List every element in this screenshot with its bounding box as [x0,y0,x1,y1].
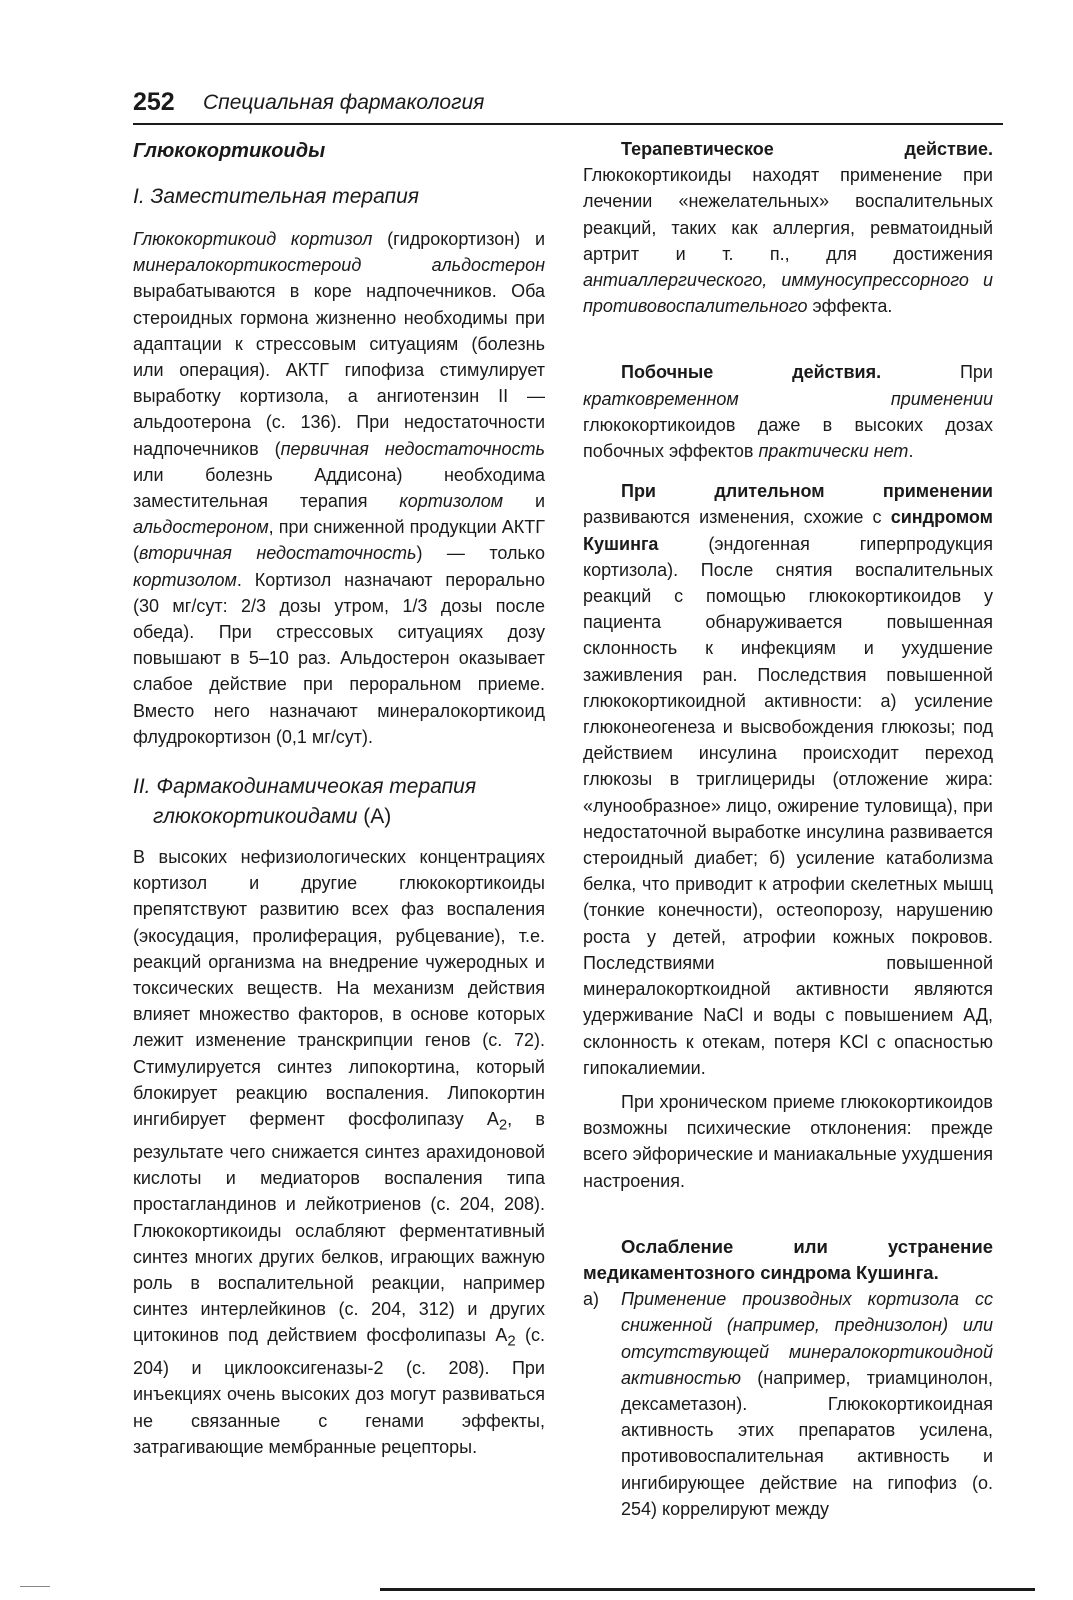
text-span: Глюкокортикоид кортизол [133,229,373,249]
section-title: Глюкокортикоиды [133,140,326,162]
spacer [583,319,993,359]
right-column [583,136,993,1522]
subscript: 2 [507,1332,516,1350]
paragraph-chronic-use: При хроническом приеме глюкокортикоидов возможны психические отклонения: прежде всего эйфорические и маниакальные ухудшения настроения. [583,1091,993,1191]
text-span: кратковременном применении [583,388,993,409]
list-marker: а) [583,1289,600,1310]
text-span: В высоких нефизиологических концентрациях кортизол и другие глюкокортикоиды препятствуют развитию всех фаз воспаления (экосудация, пролиферация, рубцевание), т.е. реакций организма на внедрение чужеродных и токсических веществ. На механизм действия влияет множество факторов, в основе которых лежит изменение транскрипции генов (с. 72). Стимулируется синтез липокортина, который блокирует реакцию воспаления. Липокортин ингибирует фермент фосфолипазу A [133,847,545,1130]
text-span: кортизолом [133,569,237,590]
text-span: вырабатываются в коре надпочечников. Оба стероидных гормона жизненно необходимы при адаптации к стрессовым ситуациям (болезнь или операция). АКТГ гипофиза стимулирует выработку кортизола, а ангиотензин II — альдоотерона (с. 136). При недостаточности надпочечников ( [133,281,545,459]
subscript: 2 [498,1116,508,1134]
text-span: альдостероном [133,517,269,538]
text-span: (А) [357,805,392,829]
subsection-line1: Фармакодинамичеокая терапия [156,775,477,799]
subsection-line2 [133,802,545,832]
paragraph-long-term-use [583,478,993,1081]
paragraph-pharmacodynamic [133,844,545,1460]
text-span: . [908,441,914,462]
text-span: кортизолом [399,491,504,512]
text-span: (эндогенная гиперпродукция кортизола). После снятия воспалительных реакций с помощью глюкокортикоидов у пациента обнаруживается повышенная склонность к инфекциям и ухудшение заживления ран. Последствия повышенной глюкокортикоидной активности: а) усиление глюконеогенеза и высвобождения глюкозы; под действием инсулина происходит переход глюкозы в триглицериды (отложение жира: «лунообразное» лицо, ожирение туловища), при недостаточной выработке инсулина развивается стероидный диабет; б) усиление катаболизма белка, что приводит к атрофии скелетных мышц (тонкие конечности), остеопорозу, нарушению роста у детей, атрофии кожных покровов. Последствиями повышенной минералокорткоидной активности являются удерживание NaCl и воды с повышением АД, склонность к отекам, потеря KCl с опасностью гипокалиемии. [583,533,993,1078]
text-span: , при сниженной продукции АКТГ ( [133,517,545,564]
text-span: глюкокортикоидов даже в высоких дозах побочных эффектов [583,414,993,462]
text-span: (гидрокортизон) и [372,229,545,249]
scan-mark [20,1586,50,1587]
text-span: или болезнь Аддисона) необходима заместительная терапия [133,464,545,512]
paragraph-side-effects [583,359,993,464]
paragraph-heading: При длительном применении [621,481,993,502]
text-span: ) — только [416,543,546,564]
text-span: . Кортизол назначают перорально (30 мг/сут: 2/3 дозы утром, 1/3 дозы после обеда). При стрессовых ситуациях дозу повышают в 5–10 раз. Альдостерон оказывает слабое действие при пероральном приеме. Вместо него назначают минералокортикоид флудрокортизон (0,1 мг/сут). [133,569,545,747]
text-span: Применение производных кортизола сс сниженной (например, преднизолон) или отсутствующей минералокортикоидной активностью [621,1289,993,1388]
paragraph-heading: Терапевтическое действие. [621,139,993,159]
spacer [583,464,993,478]
text-span: (например, триамцинолон, дексаметазон). Глюкокортикоидная активность этих препаратов усилена, противовоспалительная активность и ингибирующее действие на гипофиз (о. 254) коррелируют между [621,1367,993,1519]
text-span: и [503,491,546,512]
text-span: минералокортикостероид альдостерон [133,255,545,276]
subsection-title-pharmacodynamic [133,772,545,832]
text-span: синдромом Кушинга [583,507,993,554]
text-span: , в результате чего снижается синтез арахидоновой кислоты и медиаторов воспаления типа простагландинов и лейкотриенов (с. 204, 208). Глюкокортикоиды ослабляют ферментативный синтез многих других белков, играющих важную роль в воспалительной реакции, например синтез интерлейкинов (с. 204, 312) и других цитокинов под действием фосфолипазы A [133,1109,545,1346]
paragraph-heading-cushing: Ослабление или устранение медикаментозного синдрома Кушинга. [583,1235,993,1283]
text-span: При [881,362,993,383]
subsection-number: II. [133,775,157,799]
text-span: (с. 204) и циклооксигеназы-2 (с. 208). При инъекциях очень высоких доз могут развиваться не связанные с генами эффекты, затрагивающие мембранные рецепторы. [133,1325,545,1457]
text-span: развиваются изменения, схожие с [583,507,891,528]
header-rule [133,123,1003,125]
text-span: вторичная недостаточность [139,543,417,564]
text-span: эффекта. [807,296,893,317]
text-span: глюкокортикоидами [153,805,358,829]
text-span: практически нет [758,441,909,462]
bottom-rule [380,1588,1035,1591]
list-item [583,1286,993,1522]
left-column [133,136,545,1460]
text-span: антиаллергического, иммуносупрессорного и противовоспалительного [583,270,993,317]
paragraph-therapeutic-action [583,136,993,319]
subsection-title-replacement: I. Заместительная терапия [133,185,419,208]
text-span: Глюкокортикоиды находят применение при лечении «нежелательных» воспалительных реакций, таких как аллергия, ревматоидный артрит и т. п., для достижения [583,165,993,264]
running-title: Специальная фармакология [203,91,485,114]
paragraph-replacement-therapy [133,226,545,750]
page-number: 252 [133,88,175,116]
page-header [133,88,1003,124]
paragraph-heading: Побочные действия. [621,362,882,383]
text-span: первичная недостаточность [280,438,545,459]
spacer [583,1194,993,1234]
